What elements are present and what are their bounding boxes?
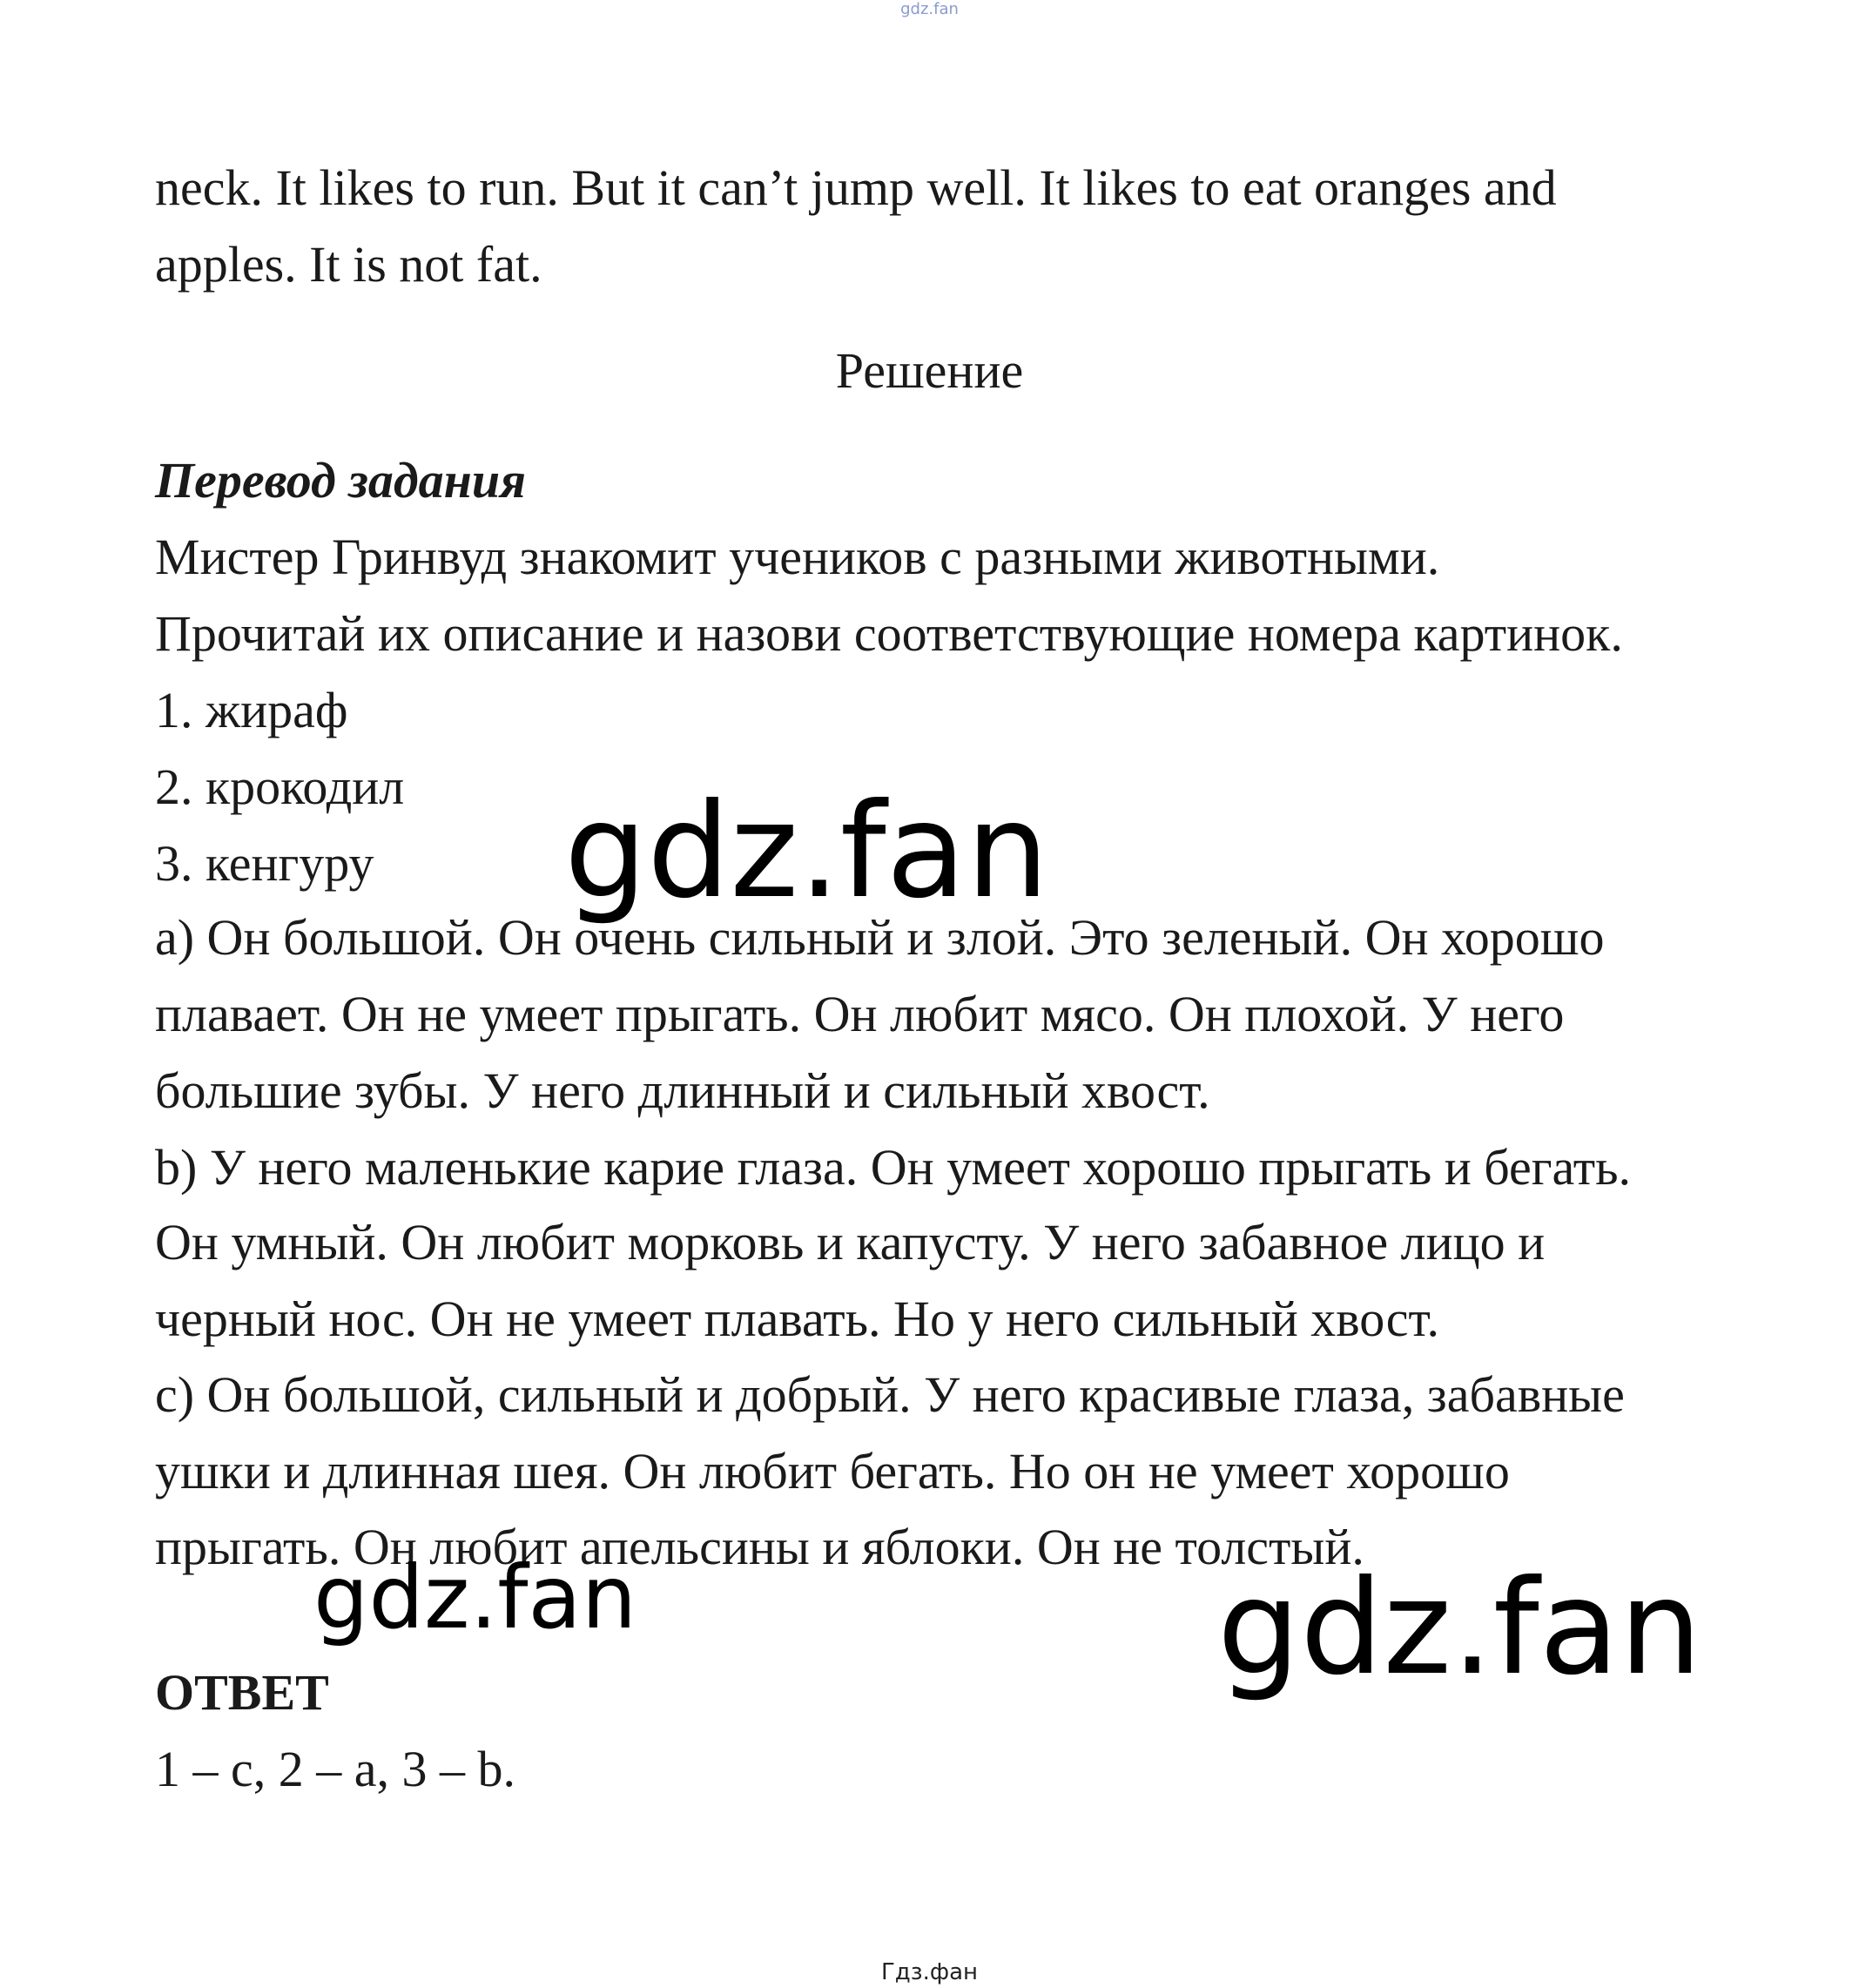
translation-line: ушки и длинная шея. Он любит бегать. Но он не умеет хорошо xyxy=(155,1443,1510,1499)
translation-line: a) Он большой. Он очень сильный и злой. Это зеленый. Он хорошо xyxy=(155,909,1605,966)
translation-line: 2. крокодил xyxy=(155,758,405,815)
header-watermark: gdz.fan xyxy=(900,0,959,18)
answer-heading: ОТВЕТ xyxy=(155,1664,329,1721)
english-line-1: neck. It likes to run. But it can’t jump well. It likes to eat oranges and xyxy=(155,159,1557,216)
translation-line: Он умный. Он любит морковь и капусту. У него забавное лицо и xyxy=(155,1214,1546,1270)
translation-line: Мистер Гринвуд знакомит учеников с разными животными. xyxy=(155,529,1440,585)
watermark-gdz-fan: gdz.fan xyxy=(313,1547,637,1648)
translation-heading: Перевод задания xyxy=(155,452,526,509)
translation-line: b) У него маленькие карие глаза. Он умеет хорошо прыгать и бегать. xyxy=(155,1139,1632,1196)
translation-line: прыгать. Он любит апельсины и яблоки. Он не толстый. xyxy=(155,1519,1364,1575)
translation-line: плавает. Он не умеет прыгать. Он любит мясо. Он плохой. У него xyxy=(155,986,1565,1042)
solution-heading: Решение xyxy=(835,342,1024,399)
translation-line: 1. жираф xyxy=(155,682,348,738)
translation-line: большие зубы. У него длинный и сильный хвост. xyxy=(155,1062,1210,1119)
translation-line: 3. кенгуру xyxy=(155,835,374,892)
english-line-2: apples. It is not fat. xyxy=(155,236,542,293)
answer-text: 1 – c, 2 – a, 3 – b. xyxy=(155,1741,515,1797)
translation-line: Прочитай их описание и назови соответствующие номера картинок. xyxy=(155,605,1623,662)
footer-text: Гдз.фан xyxy=(880,1959,979,1985)
watermark-gdz-fan: gdz.fan xyxy=(564,776,1049,927)
watermark-gdz-fan: gdz.fan xyxy=(1217,1553,1702,1704)
translation-line: c) Он большой, сильный и добрый. У него красивые глаза, забавные xyxy=(155,1366,1625,1423)
translation-line: черный нос. Он не умеет плавать. Но у него сильный хвост. xyxy=(155,1291,1439,1347)
